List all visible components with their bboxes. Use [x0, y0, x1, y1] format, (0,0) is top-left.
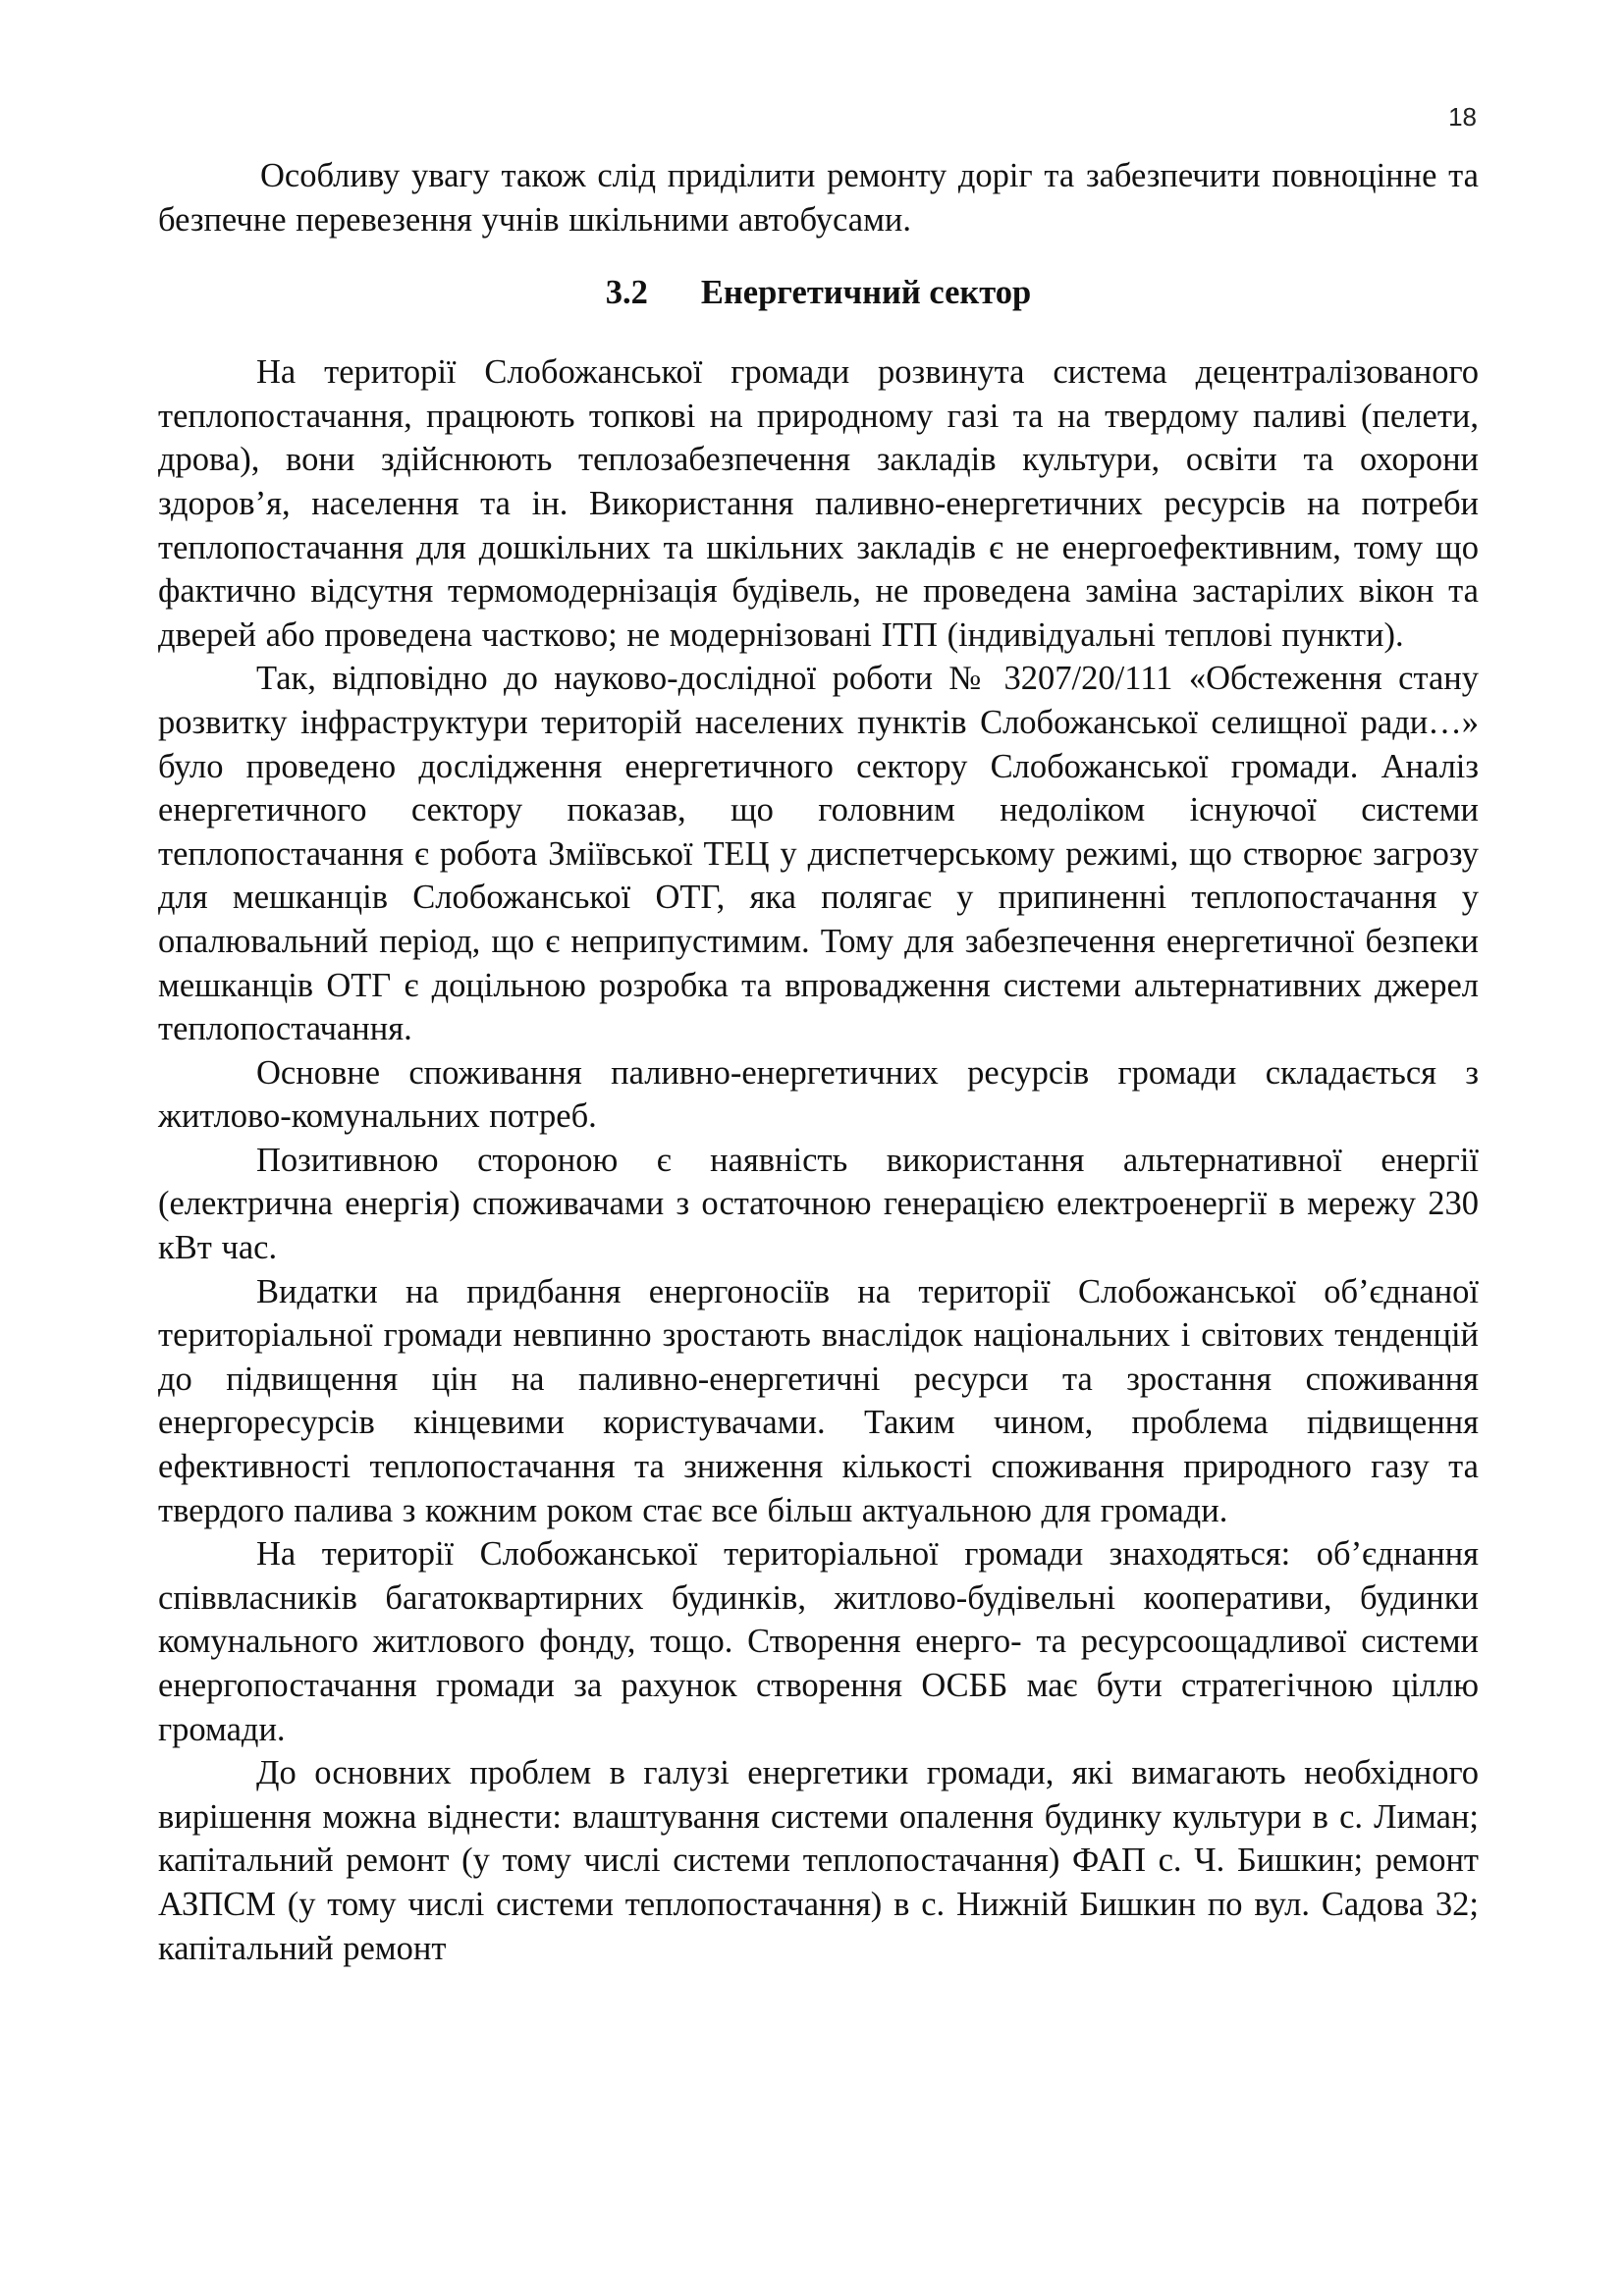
paragraph-alternative-energy: Позитивною стороною є наявність використання альтернативної енергії (електрична енергія) споживачами з остаточною генерацією електроенергії в мережу 230 кВт час.: [158, 1141, 1479, 1267]
paragraph-osbb: На території Слобожанської територіальної громади знаходяться: об’єднання співвласників багатоквартирних будинків, житлово-будівельні кооперативи, будинки комунального житлового фонду, тощо. Створення енерго- та ресурсоощадливої системи енергопостачання громади за рахунок створення ОСББ має бути стратегічною ціллю громади.: [158, 1535, 1479, 1748]
page-content: [158, 154, 1479, 1970]
paragraph-research-work: Так, відповідно до науково-дослідної роботи № 3207/20/111 «Обстеження стану розвитку інфраструктури територій населених пунктів Слобожанської селищної ради…» було проведено дослідження енергетичного сектору Слобожанської громади. Аналіз енергетичного сектору показав, що головним недоліком існуючої системи теплопостачання є робота Зміївської ТЕЦ у диспетчерському режимі, що створює загрозу для мешканців Слобожанської ОТГ, яка полягає у припиненні теплопостачання у опалювальний період, що є неприпустимим. Тому для забезпечення енергетичної безпеки мешканців ОТГ є доцільною розробка та впровадження системи альтернативних джерел теплопостачання.: [158, 660, 1479, 1048]
paragraph-expenses: Видатки на придбання енергоносіїв на території Слобожанської об’єднаної територіальної громади невпинно зростають внаслідок національних і світових тенденцій до підвищення цін на паливно-енергетичні ресурси та зростання споживання енергоресурсів кінцевими користувачами. Таким чином, проблема підвищення ефективності теплопостачання та зниження кількості споживання природного газу та твердого палива з кожним роком стає все більш актуальною для громади.: [158, 1272, 1479, 1529]
section-number: 3.2: [605, 274, 648, 312]
paragraph-problems: До основних проблем в галузі енергетики громади, які вимагають необхідного вирішення можна віднести: влаштування системи опалення будинку культури в с. Лиман; капітальний ремонт (у тому числі системи теплопостачання) ФАП с. Ч. Бишкин; ремонт АЗПСМ (у тому числі системи теплопостачання) в с. Нижній Бишкин по вул. Садова 32; капітальний ремонт: [158, 1754, 1479, 1967]
page-number: 18: [1448, 102, 1477, 132]
section-title: Енергетичний сектор: [700, 274, 1032, 312]
intro-paragraph: Особливу увагу також слід приділити ремонту доріг та забезпечити повноцінне та безпечне перевезення учнів шкільними автобусами.: [158, 157, 1479, 239]
paragraph-consumption: Основне споживання паливно-енергетичних ресурсів громади складається з житлово-комунальних потреб.: [158, 1053, 1479, 1136]
paragraph-heating-system: На території Слобожанської громади розвинута система децентралізованого теплопостачання, працюють топкові на природному газі та на твердому паливі (пелети, дрова), вони здійснюють теплозабезпечення закладів культури, освіти та охорони здоров’я, населення та ін. Використання паливно-енергетичних ресурсів на потреби теплопостачання для дошкільних та шкільних закладів є не енергоефективним, тому що фактично відсутня термомодернізація будівель, не проведена заміна застарілих вікон та дверей або проведена частково; не модернізовані ІТП (індивідуальні теплові пункти).: [158, 353, 1479, 654]
section-heading: [158, 271, 1479, 314]
